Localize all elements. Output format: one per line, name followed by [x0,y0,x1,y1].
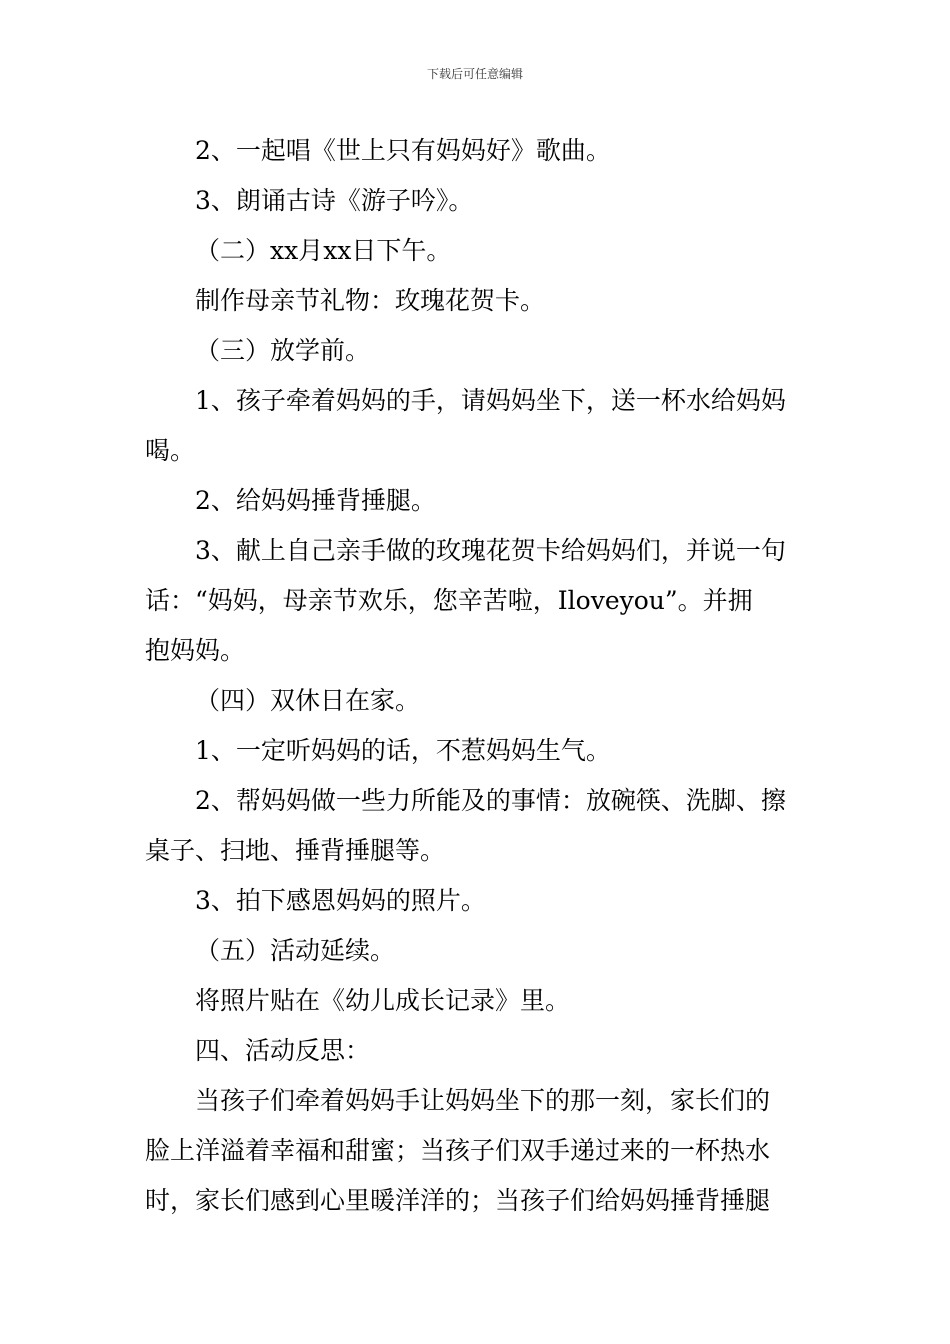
paragraph-line: 桌子、扫地、捶背捶腿等。 [145,836,446,865]
section-heading: （五）活动延续。 [195,936,396,965]
paragraph-line: 3、拍下感恩妈妈的照片。 [195,886,486,915]
paragraph-line: 1、一定听妈妈的话，不惹妈妈生气。 [195,736,611,765]
section-heading: （二）xx月xx日下午。 [195,236,452,265]
section-heading: （四）双休日在家。 [195,686,421,715]
paragraph-line: 脸上洋溢着幸福和甜蜜；当孩子们双手递过来的一杯热水 [145,1136,771,1165]
paragraph-line: 1、孩子牵着妈妈的手，请妈妈坐下，送一杯水给妈妈 [195,386,786,415]
paragraph-line: 抱妈妈。 [145,636,246,665]
paragraph-line: 时，家长们感到心里暖洋洋的；当孩子们给妈妈捶背捶腿 [145,1186,771,1215]
paragraph-line: 2、一起唱《世上只有妈妈好》歌曲。 [195,136,611,165]
paragraph-line: 将照片贴在《幼儿成长记录》里。 [195,986,571,1015]
paragraph-line: 3、朗诵古诗《游子吟》。 [195,186,474,215]
paragraph-line: 3、献上自己亲手做的玫瑰花贺卡给妈妈们，并说一句 [195,536,786,565]
document-body [145,126,807,1226]
paragraph-line: 喝。 [145,436,196,465]
paragraph-line: 2、给妈妈捶背捶腿。 [195,486,436,515]
paragraph-line: 2、帮妈妈做一些力所能及的事情：放碗筷、洗脚、擦 [195,786,786,815]
section-heading: （三）放学前。 [195,336,371,365]
section-heading: 四、活动反思： [195,1036,371,1065]
header-note: 下载后可任意编辑 [426,67,523,81]
paragraph-line: 当孩子们牵着妈妈手让妈妈坐下的那一刻，家长们的 [195,1086,771,1115]
paragraph-line: 话：“妈妈，母亲节欢乐，您辛苦啦，Iloveyou”。并拥 [145,586,753,615]
paragraph-line: 制作母亲节礼物：玫瑰花贺卡。 [195,286,546,315]
